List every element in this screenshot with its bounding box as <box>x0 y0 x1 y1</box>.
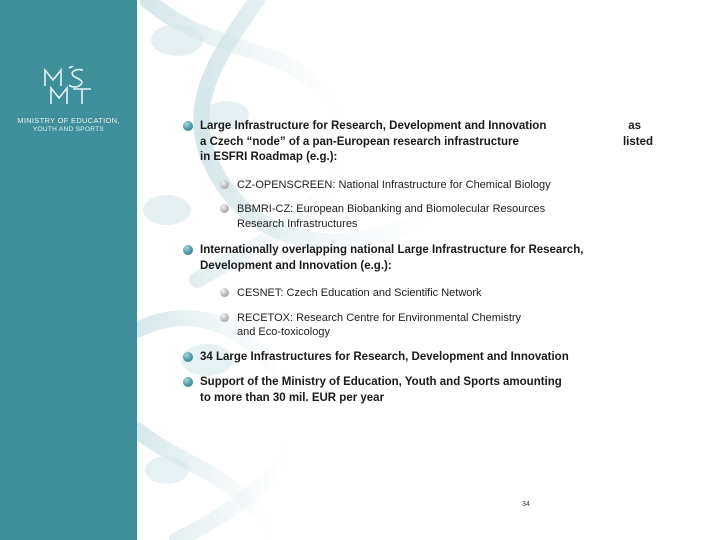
sub-bullet-icon <box>220 313 229 322</box>
sub-bullet-item <box>220 311 653 340</box>
text-line: 34 Large Infrastructures for Research, Development and Innovation <box>200 350 569 363</box>
bullet-icon <box>183 377 193 387</box>
bullet-item <box>183 119 653 166</box>
sub-bullet-item <box>220 286 653 301</box>
text-line: Large Infrastructure for Research, Development and Innovation <box>200 120 547 132</box>
text-line: in ESFRI Roadmap (e.g.): <box>200 151 338 163</box>
msmt-logo <box>0 66 137 108</box>
bullet-item <box>183 350 653 366</box>
text-line: Internationally overlapping national Large Infrastructure for Research, <box>200 244 584 256</box>
sub-bullet-icon <box>220 180 229 189</box>
text-line: CESNET: Czech Education and Scientific Network <box>237 287 482 299</box>
text-line: Development and Innovation (e.g.): <box>200 259 392 272</box>
text-line: RECETOX: Research Centre for Environmental Chemistry <box>237 311 522 324</box>
text-line: and Eco-toxicology <box>237 326 330 338</box>
text-line: BBMRI-CZ: European Biobanking and Biomolecular Resources <box>237 203 546 215</box>
msmt-logo-mark <box>39 66 99 108</box>
text-line: Research Infrastructures <box>237 217 358 230</box>
text-line: as <box>628 120 641 132</box>
text-line: CZ-OPENSCREEN: National Infrastructure for Chemical Biology <box>237 178 551 191</box>
text-line: a Czech “node” of a pan-European research infrastructure <box>200 135 519 148</box>
bullet-icon <box>183 352 193 362</box>
bullet-item <box>183 375 653 406</box>
sub-bullet-item <box>220 178 653 193</box>
page-number: 34 <box>522 501 530 508</box>
text-line: to more than 30 mil. EUR per year <box>200 391 385 404</box>
sub-bullet-item <box>220 202 653 231</box>
ministry-name <box>0 116 137 134</box>
ministry-line-2: YOUTH AND SPORTS <box>32 126 105 133</box>
bullet-icon <box>183 121 193 131</box>
text-line: Support of the Ministry of Education, Youth and Sports amounting <box>200 376 562 388</box>
text-line: listed <box>622 135 653 148</box>
bullet-item <box>183 243 653 274</box>
ministry-line-1: MINISTRY OF EDUCATION, <box>17 116 120 125</box>
sidebar <box>0 0 137 540</box>
slide-content <box>183 119 653 418</box>
bullet-icon <box>183 245 193 255</box>
sub-bullet-icon <box>220 288 229 297</box>
sub-bullet-icon <box>220 204 229 213</box>
